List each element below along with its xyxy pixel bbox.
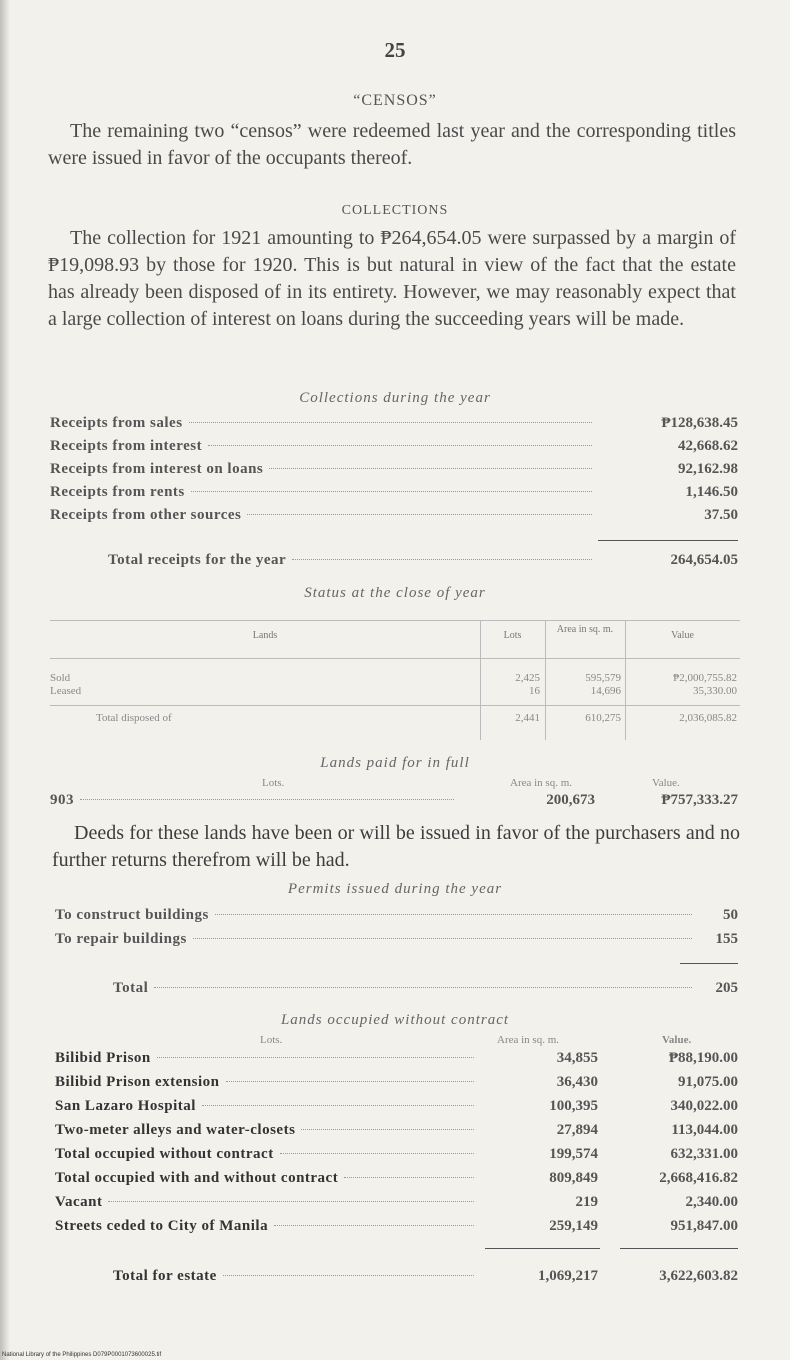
collection-total-row (108, 552, 738, 569)
occupied-row-label: Vacant (55, 1194, 103, 1210)
paid-full-area: 200,673 (546, 792, 595, 808)
page-number: 25 (384, 38, 406, 62)
permit-row-label: To construct buildings (55, 907, 209, 923)
censos-heading: “CENSOS” (353, 92, 437, 109)
occupied-row (55, 1098, 480, 1115)
collection-row-label: Receipts from sales (50, 415, 183, 431)
permit-row-value: 155 (715, 931, 738, 947)
permits-total-rule (680, 963, 738, 964)
occupied-row (55, 1122, 480, 1139)
occupied-row-label: Streets ceded to City of Manila (55, 1218, 269, 1234)
occupied-row-value: 2,668,416.82 (659, 1170, 738, 1186)
collection-row (50, 507, 738, 524)
status-header-lands: Lands (252, 630, 278, 641)
collection-total-value: 264,654.05 (670, 552, 738, 568)
occupied-header-lots: Lots. (260, 1034, 283, 1046)
paid-full-header-area: Area in sq. m. (510, 777, 573, 789)
collections-paragraph: The collection for 1921 amounting to ₱264,654.05 were surpassed by a margin of ₱19,098.93 by those for 1920. This is but natural in view of the fact that the estate has already been disposed of in its entirety. However, we may reasonably expect that a large collection of interest on loans during the succeeding years will be made. (48, 227, 736, 330)
collection-row (50, 461, 738, 478)
status-row-label: Sold (50, 672, 71, 684)
occupied-row (55, 1050, 480, 1067)
occupied-header-value: Value. (662, 1034, 692, 1046)
occupied-row-value: 340,022.00 (670, 1098, 738, 1114)
scan-footer: National Library of the Philippines D079P0001073600025.tif (2, 1352, 162, 1358)
occupied-row-label: Two-meter alleys and water-closets (55, 1122, 296, 1138)
collection-row (50, 438, 738, 455)
occupied-total-label: Total for estate (113, 1268, 217, 1284)
occupied-row-label: Total occupied with and without contract (55, 1170, 339, 1186)
collections-subheading: Collections during the year (299, 390, 491, 406)
censos-paragraph: The remaining two “censos” were redeemed last year and the corresponding titles were issued in favor of the occupants thereof. (48, 120, 736, 169)
occupied-header-area: Area in sq. m. (497, 1034, 560, 1046)
occupied-heading: Lands occupied without contract (280, 1012, 510, 1028)
collection-row-label: Receipts from interest on loans (50, 461, 264, 477)
collection-row-value: 92,162.98 (678, 461, 738, 477)
collection-total-label: Total receipts for the year (108, 552, 287, 568)
paid-full-heading: Lands paid for in full (320, 755, 470, 771)
paid-full-header-lots: Lots. (262, 777, 285, 789)
occupied-row-area: 199,574 (549, 1146, 598, 1162)
occupied-row (55, 1146, 480, 1163)
occupied-row (55, 1218, 480, 1235)
occupied-row-value: 632,331.00 (670, 1146, 738, 1162)
permits-total-label: Total (113, 980, 149, 996)
occupied-row (55, 1170, 480, 1187)
paid-full-paragraph: Deeds for these lands have been or will be issued in favor of the purchasers and no further returns therefrom will be had. (52, 822, 740, 871)
collection-row-value: 1,146.50 (685, 484, 738, 500)
occupied-row-value: 91,075.00 (678, 1074, 738, 1090)
occupied-row-area: 809,849 (549, 1170, 598, 1186)
occupied-row-area: 36,430 (556, 1074, 598, 1090)
status-header-value: Value (671, 630, 694, 641)
status-header-area: Area in sq. m. (556, 624, 614, 635)
status-row-area: 14,696 (590, 685, 621, 697)
occupied-total-row (113, 1268, 480, 1285)
collection-row-value: 37.50 (704, 507, 738, 523)
collection-row-label: Receipts from rents (50, 484, 185, 500)
status-heading: Status at the close of year (304, 585, 486, 601)
occupied-row (55, 1194, 480, 1211)
permits-total-row (113, 980, 738, 997)
occupied-total-rule-value (620, 1248, 738, 1249)
collection-row-value: 42,668.62 (678, 438, 738, 454)
paid-full-lots: 903 (50, 792, 74, 808)
status-row-value: ₱2,000,755.82 (673, 672, 737, 684)
paid-full-header-value: Value. (652, 777, 680, 789)
paid-full-row (50, 792, 460, 809)
occupied-row-value: 113,044.00 (671, 1122, 738, 1138)
status-row-label: Leased (50, 685, 82, 697)
permits-heading: Permits issued during the year (287, 881, 503, 897)
status-row-value: 35,330.00 (693, 685, 737, 697)
collection-row-label: Receipts from interest (50, 438, 203, 454)
occupied-row-label: San Lazaro Hospital (55, 1098, 196, 1114)
status-total-area: 610,275 (585, 712, 621, 724)
paid-full-value: ₱757,333.27 (661, 792, 738, 808)
permit-row (55, 931, 738, 948)
occupied-row-area: 259,149 (549, 1218, 598, 1234)
status-header-lots: Lots (503, 630, 522, 641)
occupied-row-value: 951,847.00 (670, 1218, 738, 1234)
status-row-lots: 16 (529, 685, 540, 697)
permits-total-value: 205 (715, 980, 738, 996)
status-table (50, 610, 740, 740)
occupied-row-area: 100,395 (549, 1098, 598, 1114)
status-row-area: 595,579 (585, 672, 621, 684)
occupied-row-value: ₱88,190.00 (668, 1050, 738, 1066)
occupied-row-label: Total occupied without contract (55, 1146, 274, 1162)
occupied-row-label: Bilibid Prison (55, 1050, 151, 1066)
occupied-row-area: 27,894 (556, 1122, 598, 1138)
permit-row-label: To repair buildings (55, 931, 187, 947)
status-total-lots: 2,441 (515, 712, 540, 724)
status-total-value: 2,036,085.82 (679, 712, 737, 724)
permit-row (55, 907, 738, 924)
occupied-total-rule-area (485, 1248, 600, 1249)
collections-heading: COLLECTIONS (341, 203, 449, 218)
collection-row (50, 484, 738, 501)
collection-row-value: ₱128,638.45 (661, 415, 738, 431)
status-row-lots: 2,425 (515, 672, 540, 684)
occupied-total-area: 1,069,217 (538, 1268, 598, 1284)
occupied-row (55, 1074, 480, 1091)
collection-row (50, 415, 738, 432)
occupied-row-value: 2,340.00 (685, 1194, 738, 1210)
occupied-row-area: 219 (575, 1194, 598, 1210)
permit-row-value: 50 (723, 907, 738, 923)
occupied-row-label: Bilibid Prison extension (55, 1074, 220, 1090)
status-total-label: Total disposed of (96, 712, 172, 724)
collection-row-label: Receipts from other sources (50, 507, 242, 523)
total-rule (598, 540, 738, 541)
occupied-total-value: 3,622,603.82 (659, 1268, 738, 1284)
occupied-row-area: 34,855 (556, 1050, 598, 1066)
